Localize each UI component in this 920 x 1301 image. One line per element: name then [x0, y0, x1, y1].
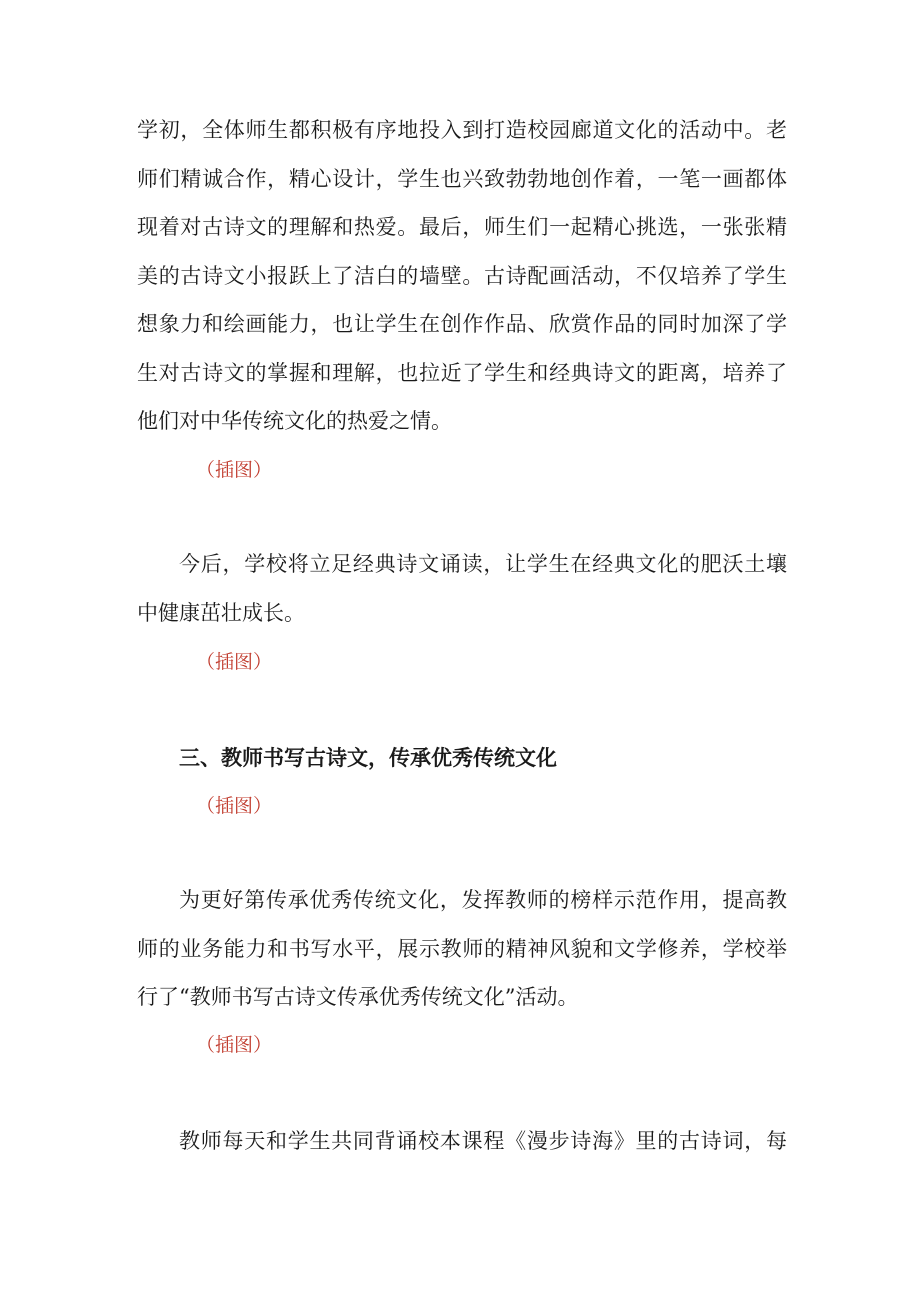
paragraph-3-line-2: 师的业务能力和书写水平，展示教师的精神风貌和文学修养，学校举: [137, 937, 787, 961]
paragraph-3-line-1: 为更好第传承优秀传统文化，发挥教师的榜样示范作用，提高教: [179, 888, 787, 912]
paragraph-1-line-4: 美的古诗文小报跃上了洁白的墙壁。古诗配画活动，不仅培养了学生: [137, 264, 787, 288]
paragraph-2-line-2: 中健康茁壮成长。: [137, 601, 305, 625]
paragraph-2-line-1: 今后，学校将立足经典诗文诵读，让学生在经典文化的肥沃土壤: [179, 552, 787, 576]
paragraph-1-line-6: 生对古诗文的掌握和理解，也拉近了学生和经典诗文的距离，培养了: [137, 361, 787, 385]
paragraph-1-line-7: 他们对中华传统文化的热爱之情。: [137, 409, 452, 433]
paragraph-1-line-1: 学初，全体师生都积极有序地投入到打造校园廊道文化的活动中。老: [137, 118, 787, 142]
section-3-heading: 三、教师书写古诗文，传承优秀传统文化: [179, 746, 557, 770]
paragraph-1-line-3: 现着对古诗文的理解和热爱。最后，师生们一起精心挑选，一张张精: [137, 215, 787, 239]
paragraph-1-line-2: 师们精诚合作，精心设计，学生也兴致勃勃地创作着，一笔一画都体: [137, 167, 787, 191]
paragraph-3-line-3: 行了“教师书写古诗文传承优秀传统文化”活动。: [137, 985, 579, 1009]
illustration-placeholder-2: （插图）: [196, 651, 273, 673]
illustration-placeholder-3: （插图）: [196, 795, 273, 817]
paragraph-4-line-1: 教师每天和学生共同背诵校本课程《漫步诗海》里的古诗词，每: [179, 1129, 787, 1153]
paragraph-1-line-5: 想象力和绘画能力，也让学生在创作作品、欣赏作品的同时加深了学: [137, 312, 787, 336]
illustration-placeholder-1: （插图）: [196, 459, 273, 481]
illustration-placeholder-4: （插图）: [196, 1034, 273, 1056]
